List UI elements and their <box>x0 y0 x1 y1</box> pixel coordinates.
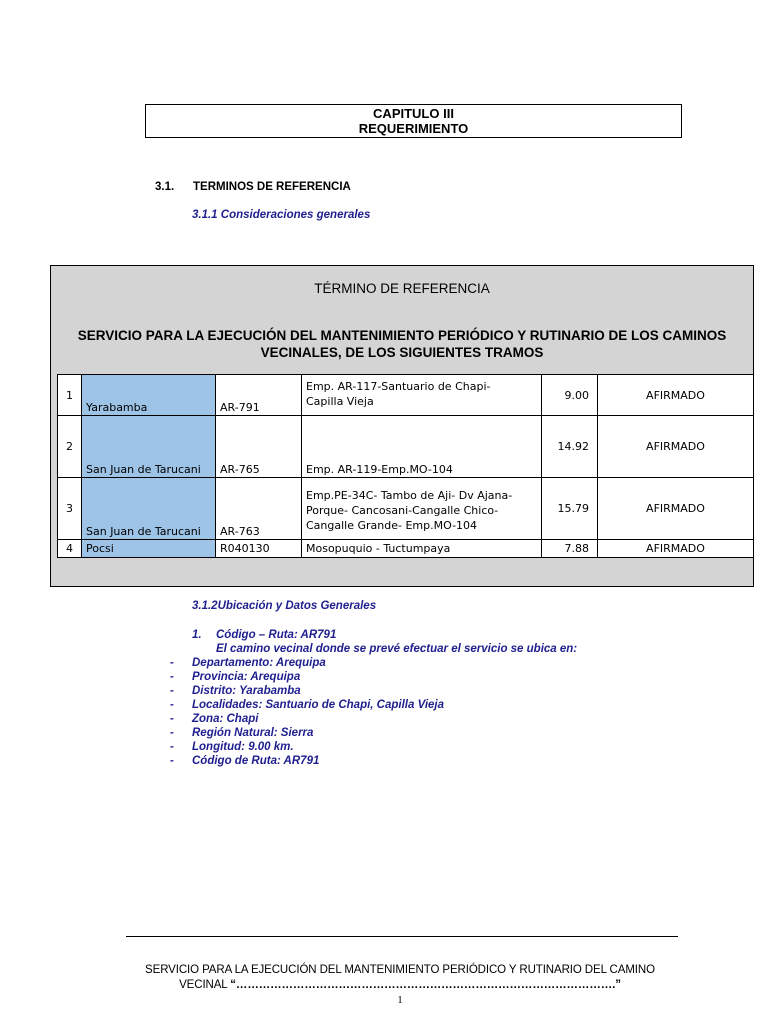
footer-line2-dots: “……………………………………………………………………………………….” <box>230 979 621 991</box>
location-intro: El camino vecinal donde se prevé efectuar el servicio se ubica en: <box>216 643 578 655</box>
list-item <box>164 740 712 754</box>
detail-province: Provincia: Arequipa <box>192 671 301 683</box>
chapter-number: CAPITULO III <box>373 106 454 121</box>
tdr-title: TÉRMINO DE REFERENCIA <box>314 281 490 296</box>
list-item <box>164 698 712 712</box>
detail-localities: Localidades: Santuario de Chapi, Capilla Vieja <box>192 699 445 711</box>
location-details <box>170 628 712 768</box>
list-dash: - <box>170 657 174 669</box>
list-dash: - <box>170 727 174 739</box>
section-3-1-number: 3.1. <box>155 181 175 193</box>
row-description-line: Porque- Cancosani-Cangalle Chico- <box>306 504 499 517</box>
route-item-title: Código – Ruta: AR791 <box>216 629 337 641</box>
row-length-km: 9.00 <box>542 375 598 416</box>
row-number: 1 <box>58 375 82 416</box>
table-row <box>58 416 754 478</box>
list-dash: - <box>170 755 174 767</box>
row-locality: San Juan de Tarucani <box>82 416 216 478</box>
row-description <box>302 540 542 558</box>
row-description <box>302 375 542 416</box>
chapter-heading-box <box>145 104 682 138</box>
row-description-line: Capilla Vieja <box>306 395 374 408</box>
row-locality: Pocsi <box>82 540 216 558</box>
row-code: AR-791 <box>216 375 302 416</box>
row-length-km: 14.92 <box>542 416 598 478</box>
list-item <box>164 670 712 684</box>
table-row <box>58 540 754 558</box>
detail-length: Longitud: 9.00 km. <box>192 741 294 753</box>
page-footer <box>120 963 680 993</box>
table-row <box>58 478 754 540</box>
row-locality: Yarabamba <box>82 375 216 416</box>
list-item <box>164 684 712 698</box>
list-item <box>164 712 712 726</box>
row-surface: AFIRMADO <box>598 478 754 540</box>
footer-line1: SERVICIO PARA LA EJECUCIÓN DEL MANTENIMIENTO PERIÓDICO Y RUTINARIO DEL CAMINO <box>145 964 655 976</box>
row-description-line: Emp. AR-117-Santuario de Chapi- <box>306 380 491 393</box>
list-dash: - <box>170 713 174 725</box>
row-surface: AFIRMADO <box>598 375 754 416</box>
tdr-subtitle-line2: VECINALES, DE LOS SIGUIENTES TRAMOS <box>260 345 544 360</box>
detail-department: Departamento: Arequipa <box>192 657 326 669</box>
row-description-line: Emp. AR-119-Emp.MO-104 <box>306 463 453 476</box>
row-code: AR-765 <box>216 416 302 478</box>
list-dash: - <box>170 671 174 683</box>
list-dash: - <box>170 685 174 697</box>
footer-divider <box>126 936 678 937</box>
chapter-title: REQUERIMIENTO <box>358 121 469 136</box>
tdr-subtitle <box>55 327 749 361</box>
footer-line2 <box>120 978 680 993</box>
list-item <box>164 656 712 670</box>
row-surface: AFIRMADO <box>598 416 754 478</box>
list-dash: - <box>170 699 174 711</box>
row-description <box>302 416 542 478</box>
section-3-1-heading <box>155 181 351 193</box>
row-code: R040130 <box>216 540 302 558</box>
detail-zone: Zona: Chapi <box>192 713 259 725</box>
detail-natural-region: Región Natural: Sierra <box>192 727 314 739</box>
tdr-subtitle-line1: SERVICIO PARA LA EJECUCIÓN DEL MANTENIMIENTO PERIÓDICO Y RUTINARIO DE LOS CAMINOS <box>77 328 727 343</box>
row-description-line: Emp.PE-34C- Tambo de Aji- Dv Ajana- <box>306 489 513 502</box>
detail-route-code: Código de Ruta: AR791 <box>192 755 320 767</box>
row-description <box>302 478 542 540</box>
footer-line2-prefix: VECINAL <box>179 979 231 991</box>
section-3-1-title: TERMINOS DE REFERENCIA <box>193 181 351 193</box>
row-description-line: Cangalle Grande- Emp.MO-104 <box>306 519 478 532</box>
row-description-line: Mosopuquio - Tuctumpaya <box>306 542 451 555</box>
section-3-1-1-heading: 3.1.1 Consideraciones generales <box>192 209 371 221</box>
road-sections-table <box>57 374 754 558</box>
row-locality: San Juan de Tarucani <box>82 478 216 540</box>
route-item-number: 1. <box>192 629 202 641</box>
row-number: 4 <box>58 540 82 558</box>
section-3-1-2-heading: 3.1.2Ubicación y Datos Generales <box>192 600 377 612</box>
route-code-item <box>192 628 712 642</box>
row-number: 2 <box>58 416 82 478</box>
row-length-km: 15.79 <box>542 478 598 540</box>
terms-of-reference-box <box>50 265 754 587</box>
row-number: 3 <box>58 478 82 540</box>
list-item <box>164 726 712 740</box>
list-item <box>164 754 712 768</box>
row-code: AR-763 <box>216 478 302 540</box>
list-dash: - <box>170 741 174 753</box>
row-surface: AFIRMADO <box>598 540 754 558</box>
table-row <box>58 375 754 416</box>
page-number: 1 <box>397 994 403 1006</box>
row-length-km: 7.88 <box>542 540 598 558</box>
detail-district: Distrito: Yarabamba <box>192 685 301 697</box>
